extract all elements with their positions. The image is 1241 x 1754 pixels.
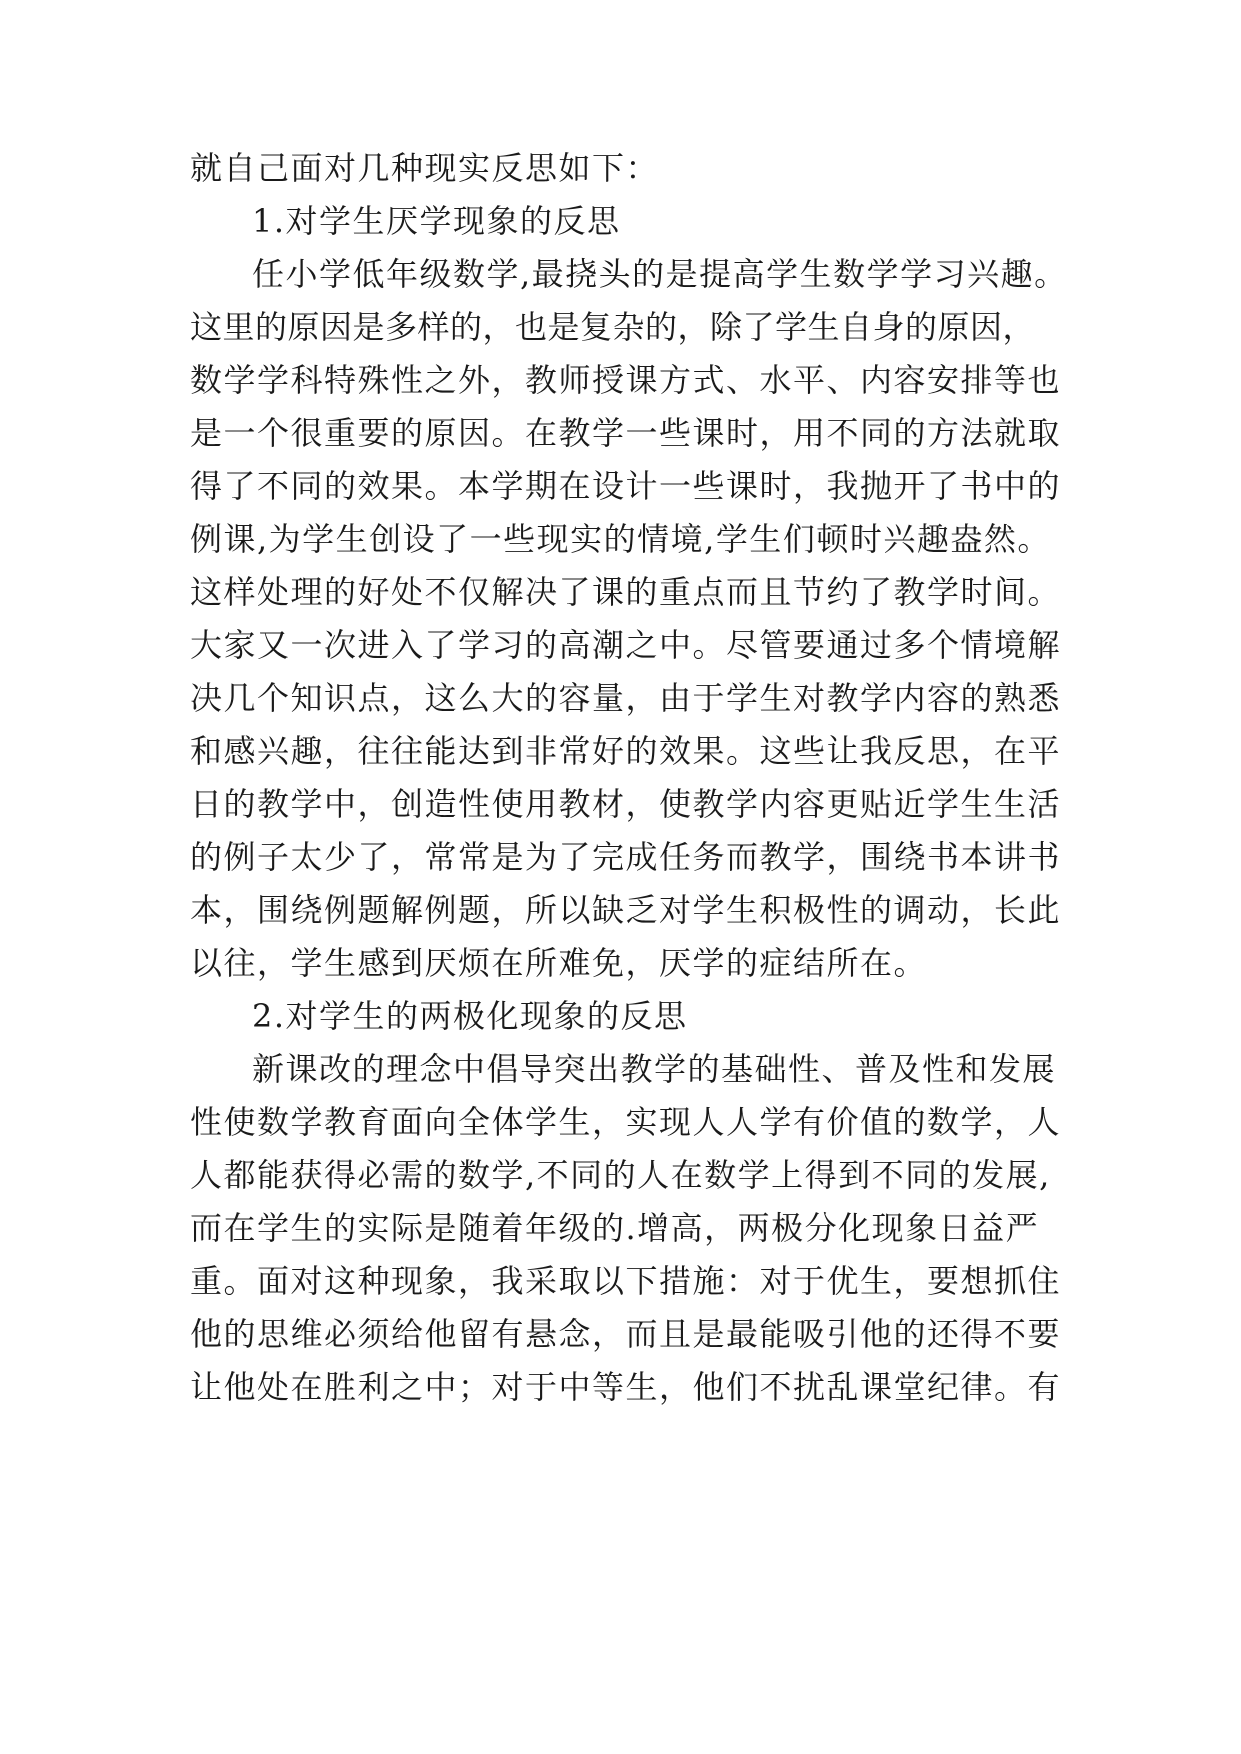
text-line: 决几个知识点，这么大的容量，由于学生对教学内容的熟悉 (190, 679, 1062, 717)
text-line: 人都能获得必需的数学,不同的人在数学上得到不同的发展, (190, 1156, 1051, 1194)
text-line: 得了不同的效果。本学期在设计一些课时，我抛开了书中的 (190, 467, 1062, 505)
text-line: 就自己面对几种现实反思如下： (190, 149, 660, 187)
text-line: 和感兴趣，往往能达到非常好的效果。这些让我反思，在平 (190, 732, 1062, 770)
text-line: 本，围绕例题解例题，所以缺乏对学生积极性的调动，长此 (190, 891, 1062, 929)
text-line: 大家又一次进入了学习的高潮之中。尽管要通过多个情境解 (190, 626, 1062, 664)
section-heading: 2.对学生的两极化现象的反思 (252, 997, 688, 1035)
text-line: 性使数学教育面向全体学生，实现人人学有价值的数学，人 (190, 1103, 1062, 1141)
text-line: 数学学科特殊性之外，教师授课方式、水平、内容安排等也 (190, 361, 1062, 399)
text-line: 任小学低年级数学,最挠头的是提高学生数学学习兴趣。 (252, 255, 1068, 293)
section-heading: 1.对学生厌学现象的反思 (252, 202, 621, 240)
text-line: 重。面对这种现象，我采取以下措施：对于优生，要想抓住 (190, 1262, 1062, 1300)
text-line: 这样处理的好处不仅解决了课的重点而且节约了教学时间。 (190, 573, 1062, 611)
text-line: 日的教学中，创造性使用教材，使教学内容更贴近学生生活 (190, 785, 1062, 823)
text-line: 让他处在胜利之中；对于中等生，他们不扰乱课堂纪律。有 (190, 1368, 1062, 1406)
text-line: 例课,为学生创设了一些现实的情境,学生们顿时兴趣盎然。 (190, 520, 1051, 558)
text-line: 他的思维必须给他留有悬念，而且是最能吸引他的还得不要 (190, 1315, 1062, 1353)
text-line: 新课改的理念中倡导突出教学的基础性、普及性和发展 (252, 1050, 1057, 1088)
text-line: 的例子太少了，常常是为了完成任务而教学，围绕书本讲书 (190, 838, 1062, 876)
text-line: 而在学生的实际是随着年级的.增高，两极分化现象日益严 (190, 1209, 1040, 1247)
text-line: 是一个很重要的原因。在教学一些课时，用不同的方法就取 (190, 414, 1062, 452)
text-line: 这里的原因是多样的，也是复杂的，除了学生自身的原因， (190, 308, 1036, 346)
text-line: 以往，学生感到厌烦在所难免，厌学的症结所在。 (190, 944, 928, 982)
